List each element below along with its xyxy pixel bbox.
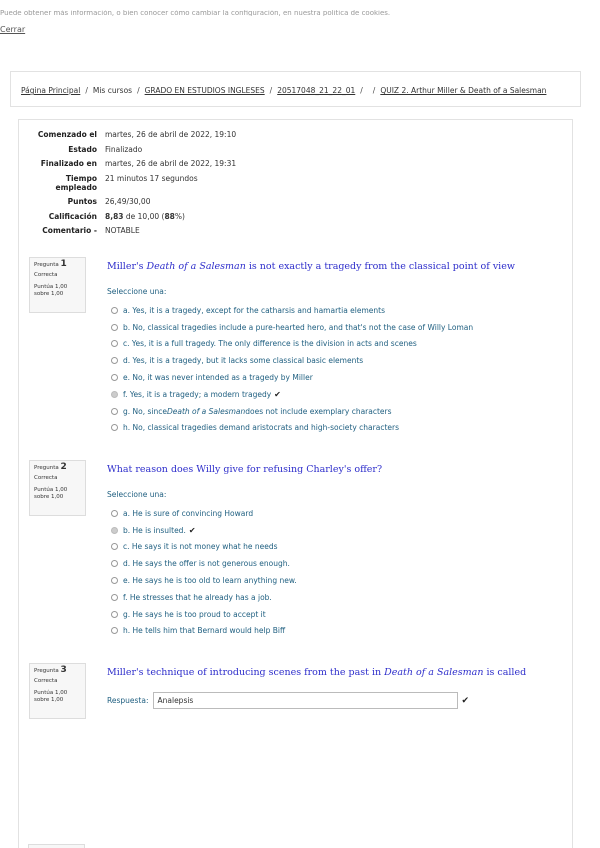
answer-option[interactable]: g. No, since Death of a Salesman does not include exemplary characters (107, 403, 567, 420)
question-text: Miller's technique of introducing scenes from the past in Death of a Salesman is called (107, 667, 527, 678)
question-body (107, 460, 567, 639)
answer-option-selected[interactable]: b. He is insulted. ✔ (107, 522, 567, 539)
answer-option[interactable]: e. He says he is too old to learn anything new. (107, 572, 567, 589)
answer-input[interactable]: Analepsis (153, 692, 458, 709)
radio-icon[interactable] (111, 340, 118, 347)
cookie-banner (0, 0, 600, 40)
radio-icon[interactable] (111, 543, 118, 550)
answer-option[interactable]: h. No, classical tragedies demand aristocrats and high-society characters (107, 420, 567, 437)
summary-row-finished: Finalizado en martes, 26 de abril de 2022, 19:31 (40, 159, 237, 168)
question-text: What reason does Willy give for refusing Charley's offer? (107, 464, 383, 475)
breadcrumb-quiz[interactable]: QUIZ 2. Arthur Miller & Death of a Salesman (380, 86, 547, 95)
question-info-box: Pregunta 2 Correcta Puntúa 1,00 sobre 1,00 (29, 460, 86, 516)
attempt-summary-table (19, 130, 419, 241)
radio-icon[interactable] (111, 324, 118, 331)
radio-icon[interactable] (111, 424, 118, 431)
radio-icon[interactable] (111, 611, 118, 618)
radio-icon[interactable] (111, 510, 118, 517)
question-info-box: Pregunta 1 Correcta Puntúa 1,00 sobre 1,00 (29, 257, 86, 313)
summary-row-comment: Comentario - NOTABLE (42, 226, 140, 235)
answer-option[interactable]: d. Yes, it is a tragedy, but it lacks some classical basic elements (107, 352, 567, 369)
summary-row-state: Estado Finalizado (68, 144, 143, 154)
radio-icon[interactable] (111, 374, 118, 381)
question-body (107, 663, 567, 709)
breadcrumb-separator: / (360, 86, 363, 95)
question-info-box: Pregunta 3 Correcta Puntúa 1,00 sobre 1,00 (29, 663, 86, 719)
answer-option[interactable]: h. He tells him that Bernard would help Biff (107, 623, 567, 640)
answer-option[interactable]: a. He is sure of convincing Howard (107, 505, 567, 522)
breadcrumb-bar (10, 71, 581, 107)
radio-icon[interactable] (111, 577, 118, 584)
answer-option[interactable]: a. Yes, it is a tragedy, except for the catharsis and hamartia elements (107, 302, 567, 319)
breadcrumb-course[interactable]: 20517048_21_22_01 (277, 86, 356, 95)
radio-icon[interactable] (111, 408, 118, 415)
breadcrumb-separator: / (372, 86, 376, 95)
summary-row-grade: Calificación 8,83 de 10,00 (88%) (48, 211, 185, 221)
question-body (107, 257, 567, 436)
breadcrumb-separator: / (137, 86, 140, 95)
radio-checked-icon[interactable] (111, 391, 118, 398)
answer-option[interactable]: b. No, classical tragedies include a pure-hearted hero, and that's not the case of Willy Loman (107, 319, 567, 336)
answer-option[interactable]: f. He stresses that he already has a job. (107, 589, 567, 606)
question-text: Miller's Death of a Salesman is not exactly a tragedy from the classical point of view (107, 261, 515, 272)
correct-check-icon: ✔ (461, 695, 470, 706)
select-one-label: Seleccione una: (107, 490, 167, 499)
breadcrumb (21, 86, 546, 95)
answer-row (107, 692, 567, 709)
close-cookie-link[interactable]: Cerrar (0, 25, 26, 34)
summary-row-started: Comenzado el martes, 26 de abril de 2022, 19:10 (37, 130, 237, 139)
summary-row-points: Puntos 26,49/30,00 (67, 197, 151, 206)
answer-options (107, 505, 567, 639)
question-4-info-box (28, 844, 85, 848)
answer-option[interactable]: c. He says it is not money what he needs (107, 539, 567, 556)
radio-icon[interactable] (111, 357, 118, 364)
cookie-notice-text: Puede obtener más información, o bien conocer cómo cambiar la configuración, en nuestra política de cookies. (0, 10, 391, 16)
answer-option[interactable]: e. No, it was never intended as a tragedy by Miller (107, 369, 567, 386)
correct-check-icon: ✔ (188, 525, 196, 535)
summary-row-time: Tiempo empleado 21 minutos 17 segundos (55, 173, 198, 192)
radio-icon[interactable] (111, 594, 118, 601)
answer-option-selected[interactable]: f. Yes, it is a tragedy; a modern tragedy ✔ (107, 386, 567, 403)
select-one-label: Seleccione una: (107, 287, 167, 296)
answer-options (107, 302, 567, 436)
breadcrumb-degree[interactable]: GRADO EN ESTUDIOS INGLESES (144, 86, 265, 95)
answer-option[interactable]: g. He says he is too proud to accept it (107, 606, 567, 623)
radio-icon[interactable] (111, 560, 118, 567)
breadcrumb-my-courses: Mis cursos (92, 86, 133, 95)
radio-icon[interactable] (111, 627, 118, 634)
breadcrumb-separator: / (269, 86, 273, 95)
breadcrumb-home[interactable]: Página Principal (21, 86, 81, 95)
breadcrumb-separator: / (85, 86, 88, 95)
answer-option[interactable]: d. He says the offer is not generous enough. (107, 555, 567, 572)
quiz-review-panel (18, 119, 573, 848)
answer-label: Respuesta: (107, 696, 149, 705)
answer-option[interactable]: c. Yes, it is a full tragedy. The only difference is the division in acts and scenes (107, 336, 567, 353)
radio-icon[interactable] (111, 307, 118, 314)
radio-checked-icon[interactable] (111, 527, 118, 534)
correct-check-icon: ✔ (274, 389, 281, 399)
